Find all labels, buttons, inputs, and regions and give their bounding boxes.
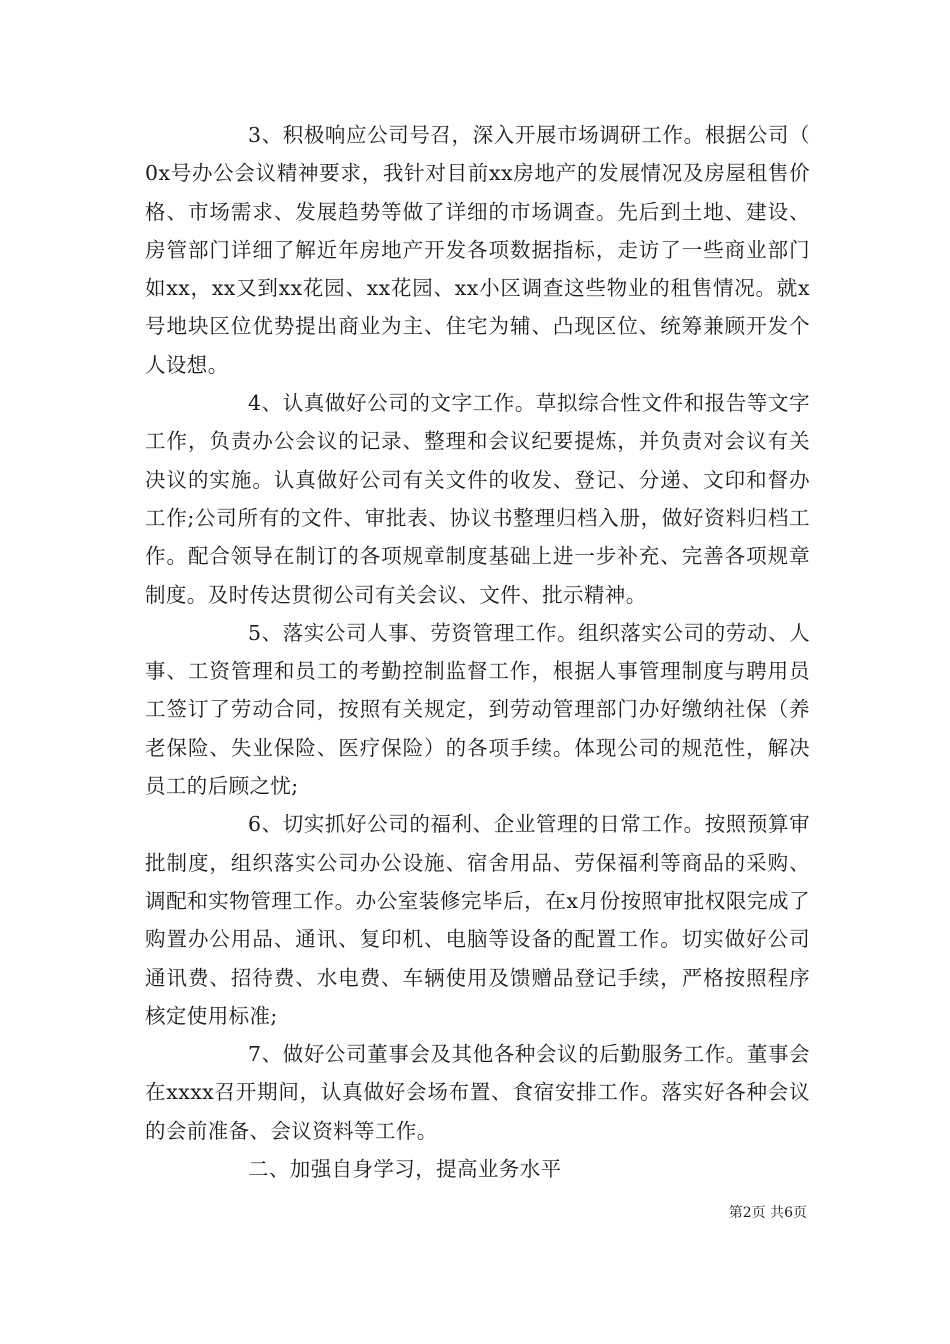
paragraph-item-3: 3、积极响应公司号召，深入开展市场调研工作。根据公司（0x号办公会议精神要求，我针对目前xx房地产的发展情况及房屋租售价格、市场需求、发展趋势等做了详细的市场调查。先后到土地、建设、房管部门详细了解近年房地产开发各项数据指标，走访了一些商业部门如xx，xx又到xx花园、xx花园、xx小区调查这些物业的租售情况。就x号地块区位优势提出商业为主、住宅为辅、凸现区位、统筹兼顾开发个人设想。 xyxy=(145,123,810,377)
paragraph-item-5: 5、落实公司人事、劳资管理工作。组织落实公司的劳动、人事、工资管理和员工的考勤控制监督工作，根据人事管理制度与聘用员工签订了劳动合同，按照有关规定，到劳动管理部门办好缴纳社保（养老保险、失业保险、医疗保险）的各项手续。体现公司的规范性，解决员工的后顾之忧; xyxy=(145,620,810,799)
paragraph-item-6: 6、切实抓好公司的福利、企业管理的日常工作。按照预算审批制度，组织落实公司办公设施、宿舍用品、劳保福利等商品的采购、调配和实物管理工作。办公室装修完毕后，在x月份按照审批权限完成了购置办公用品、通讯、复印机、电脑等设备的配置工作。切实做好公司通讯费、招待费、水电费、车辆使用及馈赠品登记手续，严格按照程序核定使用标准; xyxy=(145,812,810,1028)
document-body xyxy=(145,116,810,1188)
paragraph-item-4: 4、认真做好公司的文字工作。草拟综合性文件和报告等文字工作，负责办公会议的记录、整理和会议纪要提炼，并负责对会议有关决议的实施。认真做好公司有关文件的收发、登记、分递、文印和督办工作;公司所有的文件、审批表、协议书整理归档入册，做好资料归档工作。配合领导在制订的各项规章制度基础上进一步补充、完善各项规章制度。及时传达贯彻公司有关会议、文件、批示精神。 xyxy=(145,391,810,607)
page-number-footer: 第2页 共6页 xyxy=(728,1205,807,1221)
paragraph-item-7: 7、做好公司董事会及其他各种会议的后勤服务工作。董事会在xxxx召开期间，认真做好会场布置、食宿安排工作。落实好各种会议的会前准备、会议资料等工作。 xyxy=(145,1042,810,1143)
section-heading: 二、加强自身学习，提高业务水平 xyxy=(248,1157,562,1182)
